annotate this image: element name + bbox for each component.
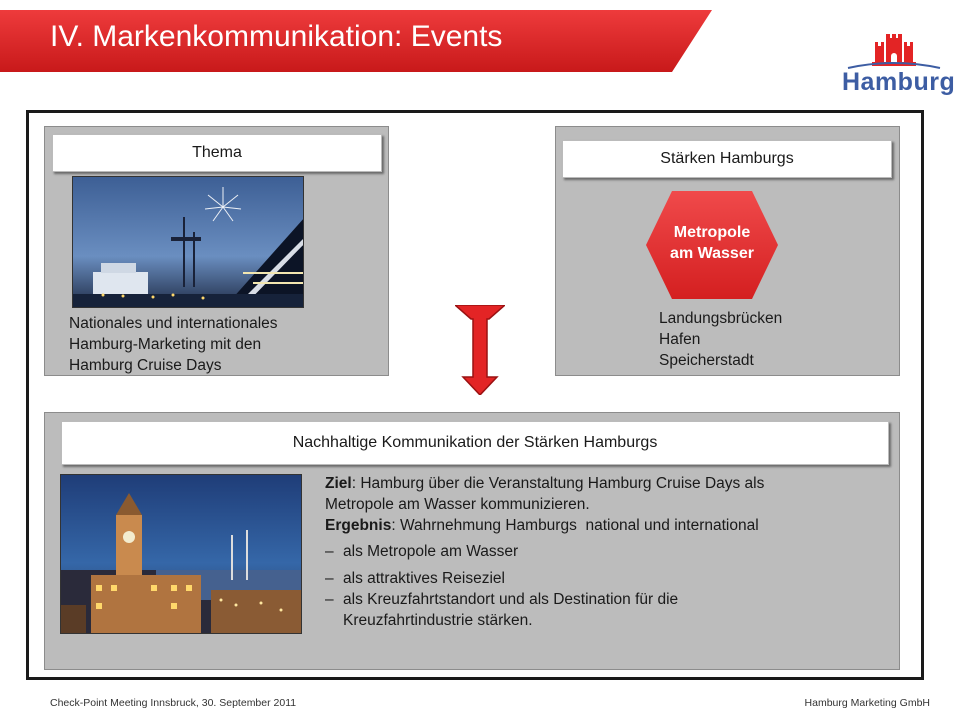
communication-header: Nachhaltige Kommunikation der Stärken Hamburgs	[61, 421, 889, 465]
cruise-ship-fireworks-photo	[72, 176, 304, 308]
strength-item: Landungsbrücken	[659, 310, 783, 327]
hamburg-logo	[842, 28, 956, 96]
theme-header: Thema	[52, 134, 382, 172]
theme-line: Nationales und internationales	[69, 315, 278, 332]
landungsbruecken-night-photo	[60, 474, 302, 634]
goal-text: : Hamburg über die Veranstaltung Hamburg Cruise Days als	[351, 475, 765, 492]
footer-right: Hamburg Marketing GmbH	[804, 697, 930, 709]
result-bullet: – als Kreuzfahrtstandort und als Destination für die Kreuzfahrtindustrie stärken.	[325, 591, 679, 629]
double-arrow-icon	[455, 305, 505, 395]
hamburg-castle-icon	[842, 28, 946, 70]
theme-description	[69, 313, 278, 376]
goal-label: Ziel	[325, 475, 352, 492]
strengths-header: Stärken Hamburgs	[562, 140, 892, 178]
hexagon-line: Metropole	[673, 224, 751, 241]
strength-item: Speicherstadt	[659, 352, 754, 369]
result-bullet: – als attraktives Reiseziel	[325, 570, 505, 587]
goal-text-cont: Metropole am Wasser kommunizieren.	[325, 496, 590, 513]
page-title: IV. Markenkommunikation: Events	[50, 20, 503, 53]
footer-left: Check-Point Meeting Innsbruck, 30. September 2011	[50, 697, 297, 709]
theme-line: Hamburg-Marketing mit den	[69, 336, 262, 353]
hexagon-line: am Wasser	[670, 245, 754, 262]
hexagon-label	[646, 222, 778, 264]
strengths-list	[659, 308, 782, 371]
theme-line: Hamburg Cruise Days	[69, 357, 222, 374]
result-text: : Wahrnehmung Hamburgs national und international	[391, 517, 759, 534]
strength-item: Hafen	[659, 331, 701, 348]
goal-text-block	[325, 473, 885, 631]
result-bullet: – als Metropole am Wasser	[325, 543, 519, 560]
logo-text: Hamburg	[842, 68, 956, 96]
result-label: Ergebnis	[325, 517, 392, 534]
